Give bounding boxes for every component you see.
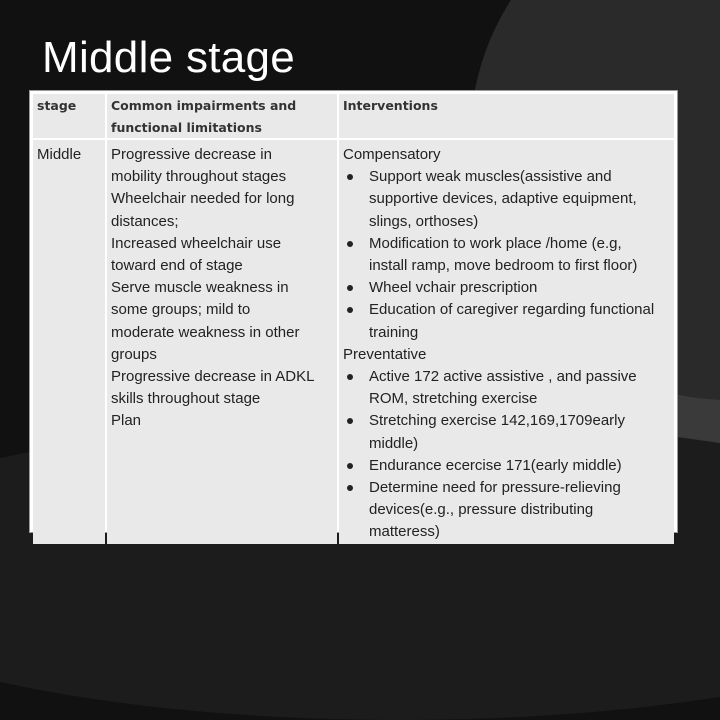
intervention-line: Stretching exercise 142,169,1709early: [369, 412, 625, 430]
intervention-item: [343, 166, 670, 233]
table-row: [33, 140, 674, 544]
impairment-line: Progressive decrease in: [111, 146, 272, 163]
preventative-list: [343, 366, 670, 544]
content-table: [29, 90, 678, 541]
slide-title: Middle stage: [42, 33, 296, 82]
intervention-line: slings, orthoses): [369, 212, 479, 230]
impairment-line: Progressive decrease in ADKL: [111, 368, 315, 386]
impairment-line: Plan: [111, 412, 142, 430]
table-header-row: [33, 94, 674, 138]
header-impairments-line: Common impairments and: [111, 98, 297, 113]
impairment-line: some groups; mild to: [111, 301, 251, 319]
header-impairments-line: functional limitations: [111, 119, 262, 135]
impairment-line: Serve muscle weakness in: [111, 279, 289, 297]
intervention-line: Support weak muscles(assistive and: [369, 168, 612, 186]
intervention-line: matteress): [369, 523, 440, 541]
impairment-line: Wheelchair needed for long: [111, 190, 295, 208]
intervention-item: [343, 477, 670, 544]
header-stage: stage: [33, 94, 105, 138]
intervention-line: Education of caregiver regarding functional: [369, 301, 655, 319]
intervention-line: middle): [369, 434, 419, 452]
cell-stage: Middle: [33, 140, 105, 544]
intervention-item: [343, 299, 670, 343]
intervention-line: Modification to work place /home (e.g,: [369, 234, 622, 252]
compensatory-label: Compensatory: [343, 146, 441, 163]
intervention-line: supportive devices, adaptive equipment,: [369, 190, 637, 208]
intervention-line: training: [369, 323, 419, 341]
impairment-line: moderate weakness in other: [111, 323, 300, 341]
intervention-item: [343, 410, 670, 454]
impairment-line: mobility throughout stages: [111, 168, 287, 186]
impairment-line: distances;: [111, 212, 179, 230]
intervention-item: [343, 366, 670, 410]
impairment-line: groups: [111, 345, 157, 363]
impairments-text: [111, 144, 333, 433]
impairment-line: skills throughout stage: [111, 390, 261, 408]
intervention-line: install ramp, move bedroom to first floor): [369, 257, 638, 275]
intervention-line: ROM, stretching exercise: [369, 390, 538, 408]
header-impairments: [107, 94, 337, 138]
intervention-line: Wheel vchair prescription: [369, 279, 538, 297]
intervention-item: [343, 277, 670, 299]
preventative-label: Preventative: [343, 345, 427, 363]
intervention-item: [343, 233, 670, 277]
compensatory-list: [343, 166, 670, 344]
impairment-line: Increased wheelchair use: [111, 234, 282, 252]
cell-interventions: [339, 140, 674, 544]
intervention-item: [343, 455, 670, 477]
intervention-line: Endurance ecercise 171(early middle): [369, 456, 622, 474]
impairment-line: toward end of stage: [111, 257, 243, 275]
intervention-line: Active 172 active assistive , and passive: [369, 368, 637, 386]
cell-impairments: [107, 140, 337, 544]
header-interventions: Interventions: [339, 94, 674, 138]
intervention-line: Determine need for pressure-relieving: [369, 479, 621, 497]
intervention-line: devices(e.g., pressure distributing: [369, 501, 594, 519]
